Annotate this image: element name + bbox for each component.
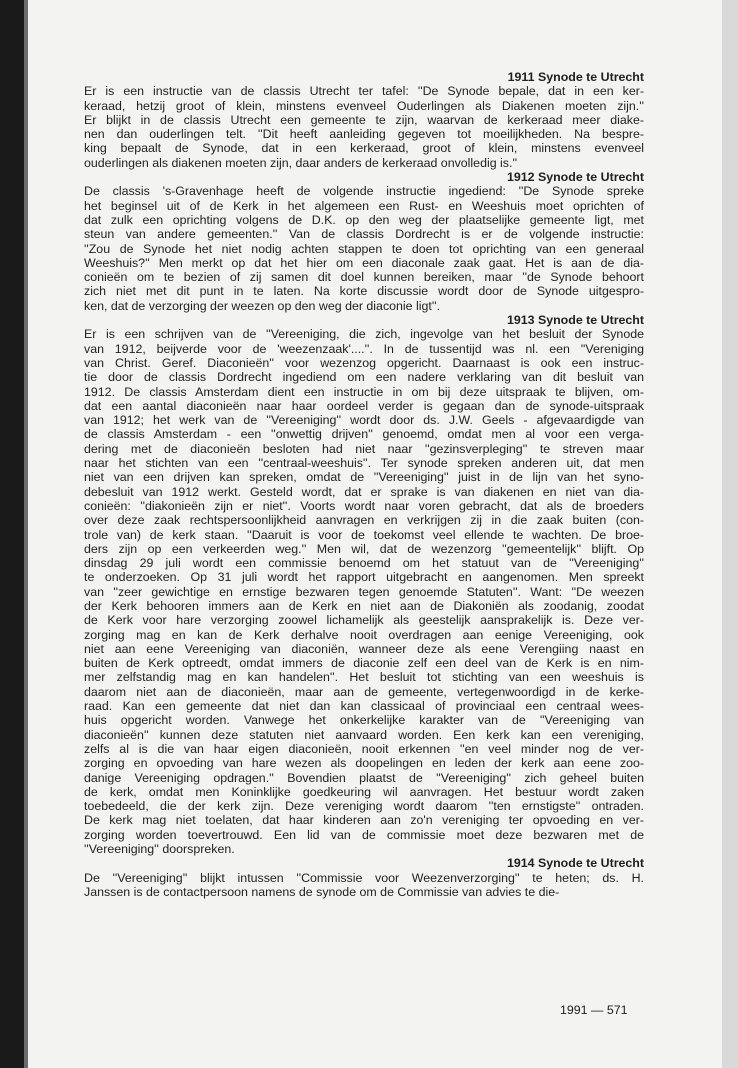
text-line: buiten de Kerk optreedt, omdat immers de diaconie zelf een deel van de Kerk is en nim- (84, 656, 644, 671)
text-line: van 1912, beijverde voor de 'weezenzaak'....''. In de tussentijd was nl. een ''Vereniging (84, 341, 644, 356)
text-line: van ''zeer gewichtige en ernstige bezwaren tegen genoemde Statuten''. Want: ''De weezen (84, 584, 644, 599)
text-line: niet aan eene Vereeniging van diaconiën, wanneer deze als eene Verengiing naast en (84, 641, 644, 656)
page-binding-edge (0, 0, 24, 1068)
text-line: Er is een schrijven van de ''Vereeniging, die zich, ingevolge van het besluit der Synode (84, 327, 644, 342)
text-line: king bepaalt de Synode, dat in een kerkeraad, groot of klein, minstens evenveel (84, 141, 644, 156)
section-paragraph (84, 327, 644, 856)
text-line: tie door de classis Dordrecht ingediend om een nadere verklaring van dit besluit van (84, 370, 644, 385)
text-line: trole van) de kerk staan. ''Daaruit is voor de toekomst veel ellende te wachten. De broe- (84, 527, 644, 542)
text-line: het beginsel uit of de Kerk in het algemeen een Rust- en Weeshuis moet oprichten of (84, 198, 644, 213)
document-body (84, 70, 644, 899)
text-line: daarom niet aan de diaconieën, maar aan de gemeente, vertegenwoordigd in de kerke- (84, 684, 644, 699)
text-line: niet van een drijven kan spreken, omdat de ''Vereeniging'' juist in de lijn van het syno- (84, 470, 644, 485)
text-line: dat zulk een oprichting volgens de D.K. op den weg der plaatselijke gemeente ligt, met (84, 212, 644, 227)
text-line: De kerk mag niet toelaten, dat haar kinderen aan zo'n vereniging ter opvoeding en ver- (84, 813, 644, 828)
section-heading: 1911 Synode te Utrecht (507, 70, 644, 84)
text-line: de kerk, omdat men Koninklijke goedkeuring wil aanvragen. Het bestuur wordt zaken (84, 784, 644, 799)
text-line: over deze zaak rechtspersoonlijkheid aanvragen en verkrijgen zij in die zaak buiten (con- (84, 513, 644, 528)
text-line: De ''Vereeniging'' blijkt intussen ''Commissie voor Weezenverzorging'' te heten; ds. H. (84, 870, 644, 885)
text-line: te onderzoeken. Op 31 juli wordt het rapport uitgebracht en aangenomen. Men spreekt (84, 570, 644, 585)
text-line: mer zelfstandig mag en kan handelen''. Het besluit tot stichting van een weeshuis is (84, 670, 644, 685)
text-line: van 1912; het werk van de ''Vereeniging'' wordt door ds. J.W. Geels - afgevaardigde van (84, 413, 644, 428)
section-heading: 1914 Synode te Utrecht (506, 856, 644, 871)
text-line: ''Vereeniging'' doorspreken. (84, 842, 235, 857)
section-paragraph (84, 184, 644, 313)
text-line: raad. Kan een gemeente dat niet dan kan classicaal of provinciaal een centraal wees- (84, 699, 644, 714)
section-heading: 1912 Synode te Utrecht (506, 170, 644, 185)
text-line: ''Zou de Synode het niet nodig achten stappen te doen tot oprichting van een generaal (84, 241, 644, 256)
section-heading: 1913 Synode te Utrecht (506, 313, 644, 328)
text-line: huis opgericht worden. Vanwege het onkerkelijke karakter van de ''Vereeniging van (84, 713, 644, 728)
text-line: Er is een instructie van de classis Utrecht ter tafel: ''De Synode bepale, dat in een ker- (84, 84, 644, 99)
text-line: zelfs al is die van haar eigen diaconieën, nooit erkennen ''en veel minder nog de ver- (84, 741, 644, 756)
text-line: zorging en opvoeding van hare wezen als doopelingen en leden der kerk aan eene zoo- (84, 756, 644, 771)
text-line: naar het stichten van een ''centraal-weeshuis''. Ter synode spreken anderen uit, dat men (84, 456, 644, 471)
section-paragraph (84, 871, 644, 900)
text-line: debesluit van 1912 werkt. Gesteld wordt, dat er sprake is van diakenen en niet van dia- (84, 484, 644, 499)
text-line: Janssen is de contactpersoon namens de synode om de Commissie van advies te die- (84, 884, 560, 899)
text-line: keraad, hetzij groot of klein, minstens evenveel Ouderlingen als Diakenen moeten zijn.'' (84, 98, 644, 113)
text-line: ken, dat de verzorging der weezen op den weg der diaconie ligt''. (84, 298, 441, 313)
text-line: zich niet met dit punt in te laten. Na korte discussie wordt door de Synode uitgespro- (84, 284, 644, 299)
text-line: toebedeeld, die der kerk zijn. Deze vereniging wordt daarom ''ten ernstigste'' ontraden. (84, 799, 644, 814)
text-line: zorging mag en kan de Kerk derhalve nooit overdragen aan eenige Vereeniging, ook (84, 627, 644, 642)
text-line: conieën: ''diakonieën zijn er niet''. Voorts wordt naar voren gebracht, dat als de broeders (84, 498, 644, 513)
text-line: zorging worden toevertrouwd. Een lid van de commissie moet deze bezwaren met de (84, 827, 644, 842)
section-paragraph (84, 84, 644, 170)
text-line: de Kerk voor hare verzorging zoowel lichamelijk als geestelijk aansprakelijk is. Deze ver- (84, 613, 644, 628)
text-line: dinsdag 29 juli wordt een commissie benoemd om het statuut van de ''Vereeniging'' (84, 556, 644, 571)
text-line: De classis 's-Gravenhage heeft de volgende instructie ingediend: ''De Synode spreke (84, 184, 644, 199)
text-line: dering met de diaconieën besloten had niet naar ''gezinsverpleging'' te streven maar (84, 441, 644, 456)
page-number: 1991 — 571 (560, 1003, 628, 1017)
text-line: conieën om te bezien of zij samen dit doel kunnen bereiken, maar ''de Synode behoort (84, 270, 644, 285)
page-binding-shadow (24, 0, 28, 1068)
text-line: nen dan ouderlingen telt. ''Dit heeft aanleiding gegeven tot moeilijkheden. Na bespre- (84, 127, 644, 142)
text-line: dat een aantal diaconieën naar haar oordeel verder is gegaan dan de synode-uitspraak (84, 398, 644, 413)
text-line: diaconieën'' kunnen deze statuten niet aanvaard worden. Een kerk kan een vereniging, (84, 727, 644, 742)
text-line: steun van andere gemeenten.'' Van de classis Dordrecht is er de volgende instructie: (84, 227, 644, 242)
text-line: Weeshuis?'' Men merkt op dat het hier om een diaconale zaak gaat. Het is aan de dia- (84, 255, 644, 270)
text-line: ouderlingen als diakenen moeten zijn, daar anders de kerkeraad onvolledig is.'' (84, 155, 518, 170)
text-line: Er blijkt in de classis Utrecht een gemeente te zijn, waarvan de kerkeraad meer diake- (84, 112, 644, 127)
text-line: 1912. De classis Amsterdam dient een instructie in om bij deze uitspraak te blijven, om- (84, 384, 644, 399)
text-line: danige Vereeniging opdragen.'' Bovendien plaatst de ''Vereeniging'' zich geheel buiten (84, 770, 644, 785)
text-line: der Kerk behooren immers aan de Kerk en niet aan de Diakoniën als zoodanig, zoodat (84, 598, 644, 613)
text-line: van Christ. Geref. Diaconieën'' voor wezenzog opgericht. Daarnaast is ook een instruc- (84, 355, 644, 370)
text-line: ders zijn op een verkeerden weg.'' Men wil, dat de wezenzorg ''gemeentelijk'' blijft. Op (84, 541, 644, 556)
text-line: de classis Amsterdam - een ''onwettig drijven'' genoemd, omdat men al voor een verga- (84, 427, 644, 442)
